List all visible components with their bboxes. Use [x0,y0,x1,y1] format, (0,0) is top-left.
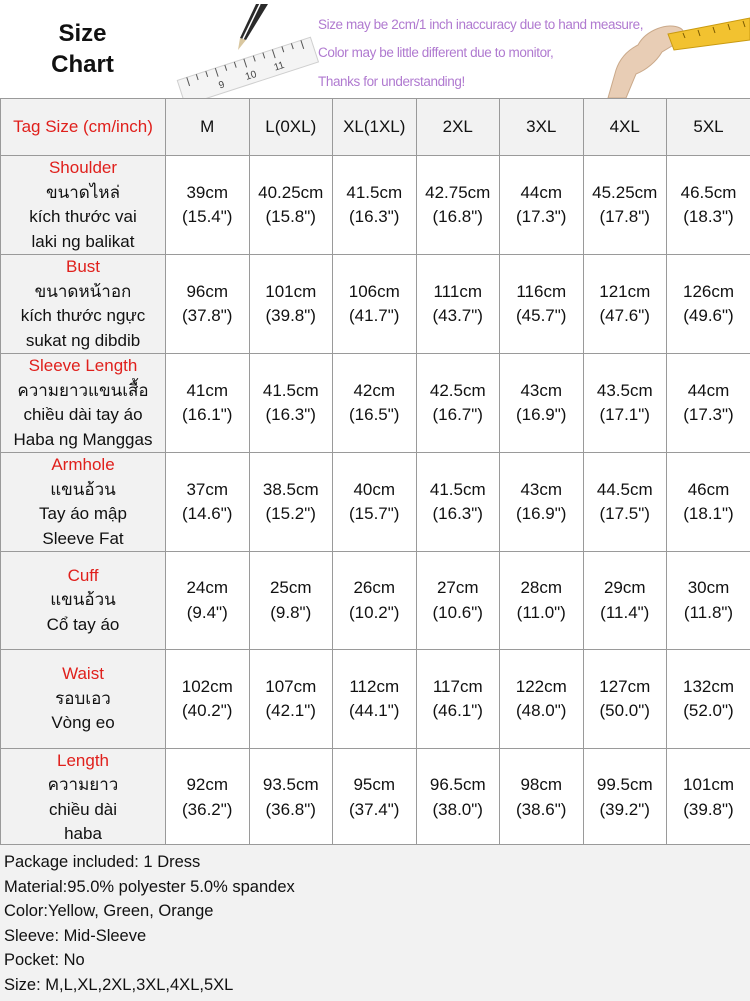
value-inch: (16.5") [333,403,416,428]
table-row [1,552,750,650]
value-inch: (52.0") [667,699,750,724]
value-inch: (36.8") [250,798,333,823]
value-cm: 112cm [333,675,416,700]
size-value-cell [333,453,417,552]
value-cm: 122cm [500,675,583,700]
size-value-cell [500,255,584,354]
measurement-label-translation: ขนาดหน้าอก [1,280,165,305]
measurement-label-en: Sleeve Length [1,354,165,379]
size-value-cell [500,552,584,650]
note-inaccuracy: Size may be 2cm/1 inch inaccuracy due to hand measure, [318,17,643,32]
size-value-cell [166,354,250,453]
value-inch: (39.2") [584,798,667,823]
measurement-label-translation: Cổ tay áo [1,613,165,638]
measurement-label-translation: รอบเอว [1,687,165,712]
size-header-xl: XL(1XL) [333,99,417,156]
value-cm: 40cm [333,478,416,503]
value-cm: 96cm [166,280,249,305]
value-cm: 30cm [667,576,750,601]
value-cm: 127cm [584,675,667,700]
table-row [1,255,750,354]
size-value-cell [416,354,500,453]
size-value-cell [416,748,500,847]
corner-label: Tag Size (cm/inch) [13,117,153,136]
size-value-cell [583,453,667,552]
value-inch: (16.7") [417,403,500,428]
measurement-label-translation: แขนอ้วน [1,478,165,503]
value-inch: (43.7") [417,304,500,329]
size-value-cell [166,255,250,354]
value-cm: 41.5cm [250,379,333,404]
value-inch: (10.6") [417,601,500,626]
size-value-cell [249,552,333,650]
value-inch: (45.7") [500,304,583,329]
value-inch: (11.4") [584,601,667,626]
size-value-cell [416,156,500,255]
measurement-label-translation: ความยาว [1,773,165,798]
size-value-cell [583,748,667,847]
size-value-cell [500,453,584,552]
value-inch: (46.1") [417,699,500,724]
value-cm: 46.5cm [667,181,750,206]
value-cm: 99.5cm [584,773,667,798]
measurement-label-cell [1,552,166,650]
measurement-label-translation: sukat ng dibdib [1,329,165,354]
size-value-cell [583,650,667,748]
size-value-cell [667,255,750,354]
value-cm: 45.25cm [584,181,667,206]
product-details [0,844,750,1001]
measurement-label-cell [1,156,166,255]
title-line-1: Size [0,18,165,49]
measurement-banner [168,0,750,98]
detail-color: Color:Yellow, Green, Orange [0,899,750,924]
value-inch: (37.4") [333,798,416,823]
value-cm: 40.25cm [250,181,333,206]
value-cm: 26cm [333,576,416,601]
value-inch: (41.7") [333,304,416,329]
value-inch: (11.0") [500,601,583,626]
size-value-cell [667,453,750,552]
value-cm: 107cm [250,675,333,700]
size-header-4xl: 4XL [583,99,667,156]
value-inch: (36.2") [166,798,249,823]
size-value-cell [416,255,500,354]
value-inch: (16.3") [417,502,500,527]
value-cm: 46cm [667,478,750,503]
detail-package: Package included: 1 Dress [0,850,750,875]
size-header-2xl: 2XL [416,99,500,156]
size-value-cell [667,354,750,453]
size-value-cell [166,748,250,847]
measurement-label-translation: Sleeve Fat [1,527,165,552]
size-chart-title [0,18,165,80]
value-cm: 116cm [500,280,583,305]
size-value-cell [249,650,333,748]
size-value-cell [500,748,584,847]
value-inch: (39.8") [667,798,750,823]
pencil-icon [238,4,268,50]
value-cm: 132cm [667,675,750,700]
value-inch: (37.8") [166,304,249,329]
value-cm: 44.5cm [584,478,667,503]
size-value-cell [333,156,417,255]
header-banner [0,0,750,100]
size-value-cell [583,354,667,453]
value-cm: 93.5cm [250,773,333,798]
value-inch: (16.9") [500,502,583,527]
value-inch: (16.8") [417,205,500,230]
detail-pocket: Pocket: No [0,948,750,973]
value-cm: 98cm [500,773,583,798]
value-inch: (15.8") [250,205,333,230]
value-cm: 27cm [417,576,500,601]
measurement-label-cell [1,650,166,748]
value-cm: 41.5cm [417,478,500,503]
measurement-label-cell [1,748,166,847]
measurement-label-translation: haba [1,822,165,847]
value-cm: 39cm [166,181,249,206]
size-value-cell [416,552,500,650]
value-cm: 41cm [166,379,249,404]
measurement-label-translation: kích thước vai [1,205,165,230]
value-inch: (49.6") [667,304,750,329]
detail-size: Size: M,L,XL,2XL,3XL,4XL,5XL [0,973,750,998]
size-value-cell [583,156,667,255]
measurement-label-translation: แขนอ้วน [1,588,165,613]
measurement-label-translation: Tay áo mập [1,502,165,527]
value-inch: (18.1") [667,502,750,527]
value-inch: (44.1") [333,699,416,724]
value-cm: 126cm [667,280,750,305]
value-inch: (38.6") [500,798,583,823]
size-value-cell [333,650,417,748]
size-value-cell [166,650,250,748]
title-line-2: Chart [0,49,165,80]
measurement-label-translation: kích thước ngực [1,304,165,329]
size-value-cell [667,748,750,847]
table-row [1,156,750,255]
size-value-cell [667,552,750,650]
value-cm: 29cm [584,576,667,601]
value-cm: 41.5cm [333,181,416,206]
size-value-cell [166,156,250,255]
corner-label-cell [1,99,166,156]
size-header-m: M [166,99,250,156]
measurement-label-cell [1,453,166,552]
measurement-label-cell [1,354,166,453]
value-inch: (10.2") [333,601,416,626]
ruler-number-1: 9 [217,79,226,91]
value-inch: (38.0") [417,798,500,823]
value-inch: (48.0") [500,699,583,724]
size-value-cell [249,748,333,847]
ruler-icon [177,37,318,98]
value-inch: (42.1") [250,699,333,724]
ruler-number-2: 10 [244,69,258,83]
size-value-cell [500,650,584,748]
ruler-number-3: 11 [273,60,287,74]
measurement-label-en: Shoulder [1,156,165,181]
value-inch: (17.1") [584,403,667,428]
size-value-cell [500,354,584,453]
size-value-cell [583,552,667,650]
value-inch: (17.3") [667,403,750,428]
value-cm: 111cm [417,280,500,305]
value-cm: 92cm [166,773,249,798]
value-cm: 43.5cm [584,379,667,404]
size-value-cell [166,552,250,650]
value-cm: 28cm [500,576,583,601]
value-cm: 95cm [333,773,416,798]
note-thanks: Thanks for understanding! [318,74,465,89]
value-inch: (16.9") [500,403,583,428]
size-value-cell [333,552,417,650]
value-inch: (18.3") [667,205,750,230]
measurement-label-cell [1,255,166,354]
value-cm: 101cm [250,280,333,305]
value-cm: 37cm [166,478,249,503]
value-inch: (39.8") [250,304,333,329]
value-inch: (9.8") [250,601,333,626]
table-header-row [1,99,750,156]
detail-sleeve: Sleeve: Mid-Sleeve [0,924,750,949]
measurement-label-translation: laki ng balikat [1,230,165,255]
value-cm: 44cm [667,379,750,404]
size-value-cell [249,354,333,453]
value-inch: (17.8") [584,205,667,230]
size-table-body [1,99,750,848]
measurement-label-en: Cuff [1,564,165,589]
value-inch: (15.7") [333,502,416,527]
measurement-label-en: Bust [1,255,165,280]
size-value-cell [333,354,417,453]
value-cm: 43cm [500,478,583,503]
size-value-cell [583,255,667,354]
size-header-5xl: 5XL [667,99,750,156]
size-value-cell [333,255,417,354]
size-value-cell [667,650,750,748]
table-row [1,453,750,552]
value-cm: 43cm [500,379,583,404]
size-header-3xl: 3XL [500,99,584,156]
value-inch: (16.3") [333,205,416,230]
size-value-cell [500,156,584,255]
measurement-label-en: Waist [1,662,165,687]
measurement-label-translation: Haba ng Manggas [1,428,165,453]
value-inch: (40.2") [166,699,249,724]
measurement-label-en: Length [1,749,165,774]
value-inch: (15.4") [166,205,249,230]
measurement-label-en: Armhole [1,453,165,478]
value-cm: 44cm [500,181,583,206]
value-inch: (16.1") [166,403,249,428]
value-cm: 42.75cm [417,181,500,206]
note-color: Color may be little different due to monitor, [318,45,553,60]
value-cm: 25cm [250,576,333,601]
measurement-label-translation: chiều dài [1,798,165,823]
detail-material: Material:95.0% polyester 5.0% spandex [0,875,750,900]
value-inch: (17.5") [584,502,667,527]
measurement-label-translation: chiều dài tay áo [1,403,165,428]
value-cm: 121cm [584,280,667,305]
value-inch: (16.3") [250,403,333,428]
value-inch: (9.4") [166,601,249,626]
size-value-cell [166,453,250,552]
value-cm: 101cm [667,773,750,798]
value-inch: (11.8") [667,601,750,626]
size-value-cell [667,156,750,255]
value-inch: (47.6") [584,304,667,329]
size-value-cell [333,748,417,847]
value-cm: 38.5cm [250,478,333,503]
value-cm: 42.5cm [417,379,500,404]
size-table [0,98,750,848]
measurement-label-translation: Vòng eo [1,711,165,736]
value-cm: 24cm [166,576,249,601]
value-cm: 96.5cm [417,773,500,798]
size-value-cell [416,453,500,552]
measurement-label-translation: ความยาวแขนเสื้อ [1,379,165,404]
value-cm: 42cm [333,379,416,404]
value-cm: 106cm [333,280,416,305]
table-row [1,354,750,453]
size-header-l: L(0XL) [249,99,333,156]
table-row [1,748,750,847]
value-inch: (17.3") [500,205,583,230]
size-value-cell [249,255,333,354]
table-row [1,650,750,748]
value-cm: 102cm [166,675,249,700]
value-inch: (50.0") [584,699,667,724]
value-inch: (14.6") [166,502,249,527]
value-cm: 117cm [417,675,500,700]
size-value-cell [249,156,333,255]
size-value-cell [249,453,333,552]
measurement-label-translation: ขนาดไหล่ [1,181,165,206]
size-value-cell [416,650,500,748]
value-inch: (15.2") [250,502,333,527]
